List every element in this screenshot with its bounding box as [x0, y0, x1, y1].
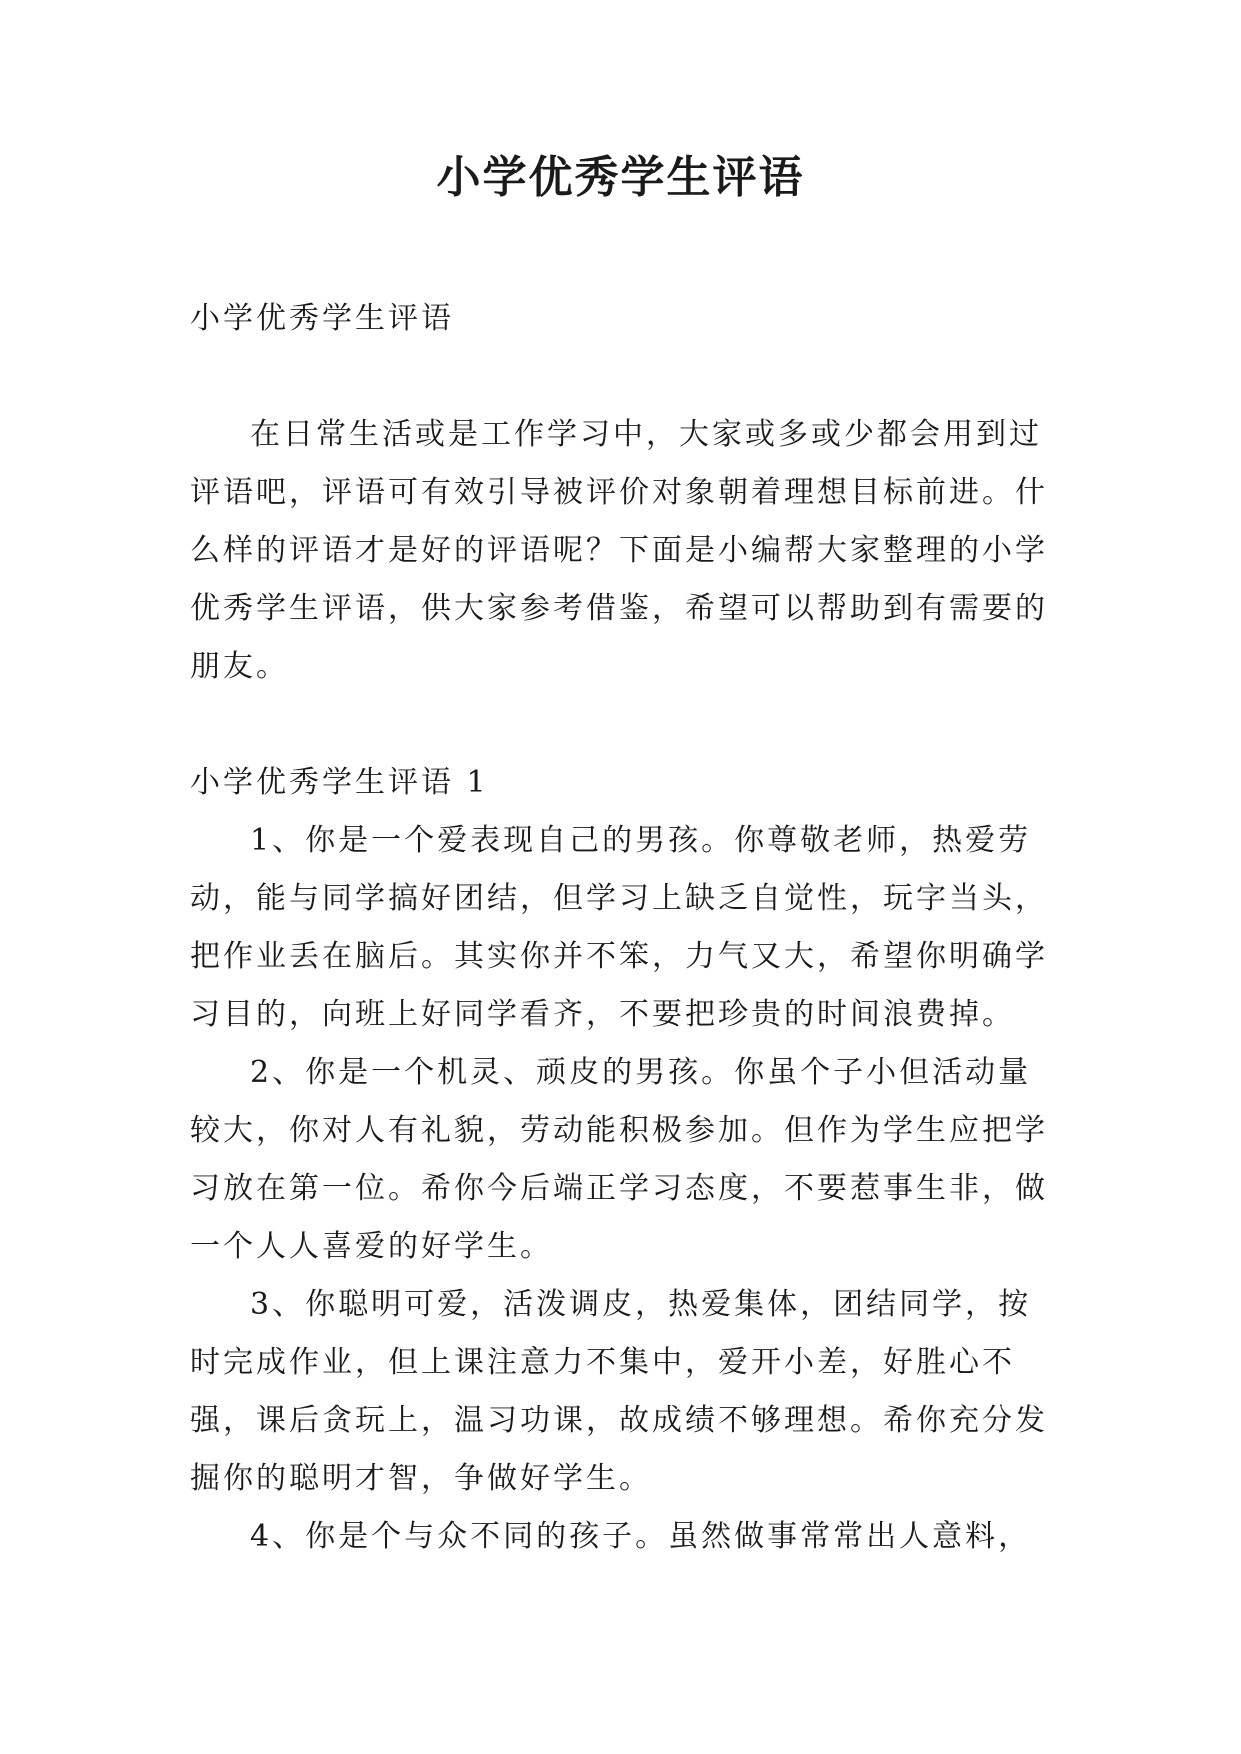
document-body — [190, 290, 1060, 1566]
intro-paragraph: 在日常生活或是工作学习中，大家或多或少都会用到过评语吧，评语可有效引导被评价对象朝着理想目标前进。什么样的评语才是好的评语呢？下面是小编帮大家整理的小学优秀学生评语，供大家参考借鉴，希望可以帮助到有需要的朋友。 — [190, 417, 1048, 684]
comment-item-4: 4、你是个与众不同的孩子。虽然做事常常出人意料， — [250, 1519, 1032, 1554]
comment-item-1: 1、你是一个爱表现自己的男孩。你尊敬老师，热爱劳动，能与同学搞好团结，但学习上缺乏自觉性，玩字当头，把作业丢在脑后。其实你并不笨，力气又大，希望你明确学习目的，向班上好同学看齐，不要把珍贵的时间浪费掉。 — [190, 823, 1048, 1032]
comment-item-2: 2、你是一个机灵、顽皮的男孩。你虽个子小但活动量较大，你对人有礼貌，劳动能积极参加。但作为学生应把学习放在第一位。希你今后端正学习态度，不要惹事生非，做一个人人喜爱的好学生。 — [190, 1055, 1048, 1264]
comment-item-3: 3、你聪明可爱，活泼调皮，热爱集体，团结同学，按时完成作业，但上课注意力不集中，爱开小差，好胜心不强，课后贪玩上，温习功课，故成绩不够理想。希你充分发掘你的聪明才智，争做好学生。 — [190, 1287, 1048, 1496]
page-title: 小学优秀学生评语 — [436, 152, 805, 203]
section-heading: 小学优秀学生评语 1 — [190, 765, 489, 800]
document-subtitle: 小学优秀学生评语 — [190, 301, 454, 336]
